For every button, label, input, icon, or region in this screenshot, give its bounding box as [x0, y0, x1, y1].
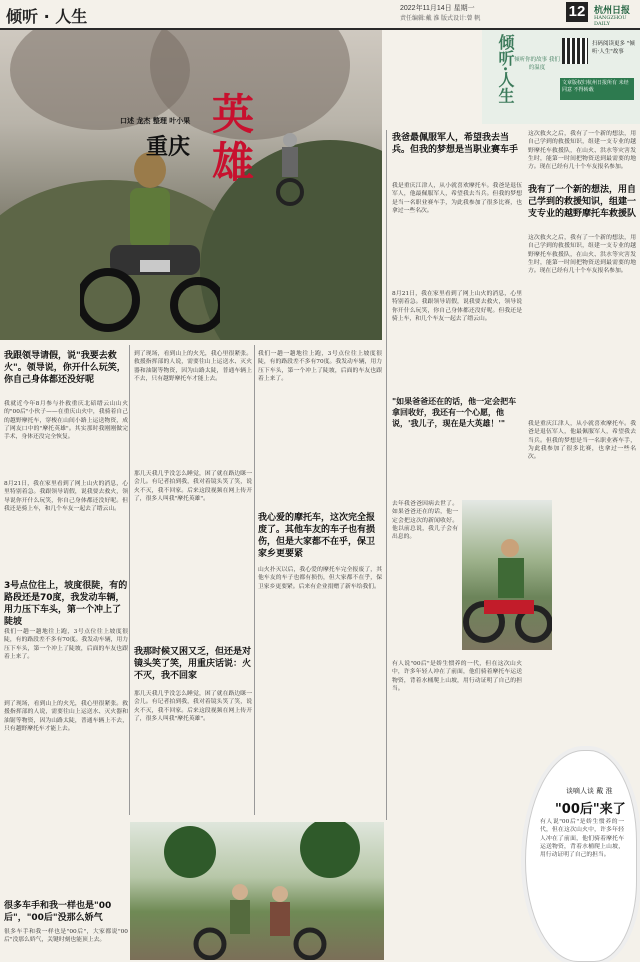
qr-code-icon[interactable]: [562, 38, 588, 64]
hero-photo: [0, 30, 382, 340]
editor-credits: 责任编辑:戴 淮 版式设计:曾 帆: [400, 16, 481, 22]
column-divider: [254, 345, 255, 815]
body-paragraph: 山火扑灭以后，我心爱的摩托车完全报废了，其他车友的车子也都有损伤，但大家都不在乎，保卫家乡更要紧。后来有企业捐赠了新车给我们。: [258, 567, 382, 590]
body-paragraph: 去年我爸爸因病去世了。如果爸爸还在的话，他一定会把这次的新闻收好。他以前总说，我儿子会有出息的。: [392, 501, 458, 541]
column-title: "00后"来了: [555, 802, 626, 817]
headline-00-generation: 很多车手和我一样也是"00后"，"00后"没那么娇气: [4, 901, 112, 923]
column-author: 谈嘀人谈 戴 淮: [566, 787, 613, 795]
group-photo-riders: [130, 822, 384, 960]
page-number: 12: [566, 2, 588, 22]
headline-smile-camera: 我那时候又困又乏，但还是对镜头笑了笑，用重庆话说：火不灭，我不回家: [134, 647, 252, 681]
body-paragraph: 有人说"00后"是娇生惯养的一代，但在这次山火中，许多年轻人冲在了前面，他们骑着摩托车运送物资，背着水桶爬上山坡，用行动证明了自己的担当。: [392, 661, 522, 692]
headline-soldier-dream: 我爸最佩服军人，希望我去当兵。但我的梦想是当职业赛车手: [392, 133, 519, 155]
pull-quote: "如果爸爸还在的话，他一定会把车拿回收好，我还有一个心愿，他说，'我儿子，现在是大英雄！'": [392, 397, 517, 428]
column-divider: [386, 130, 387, 820]
column-divider: [129, 345, 130, 815]
photo-byline: 口述 龙杰 整理 叶小果: [120, 117, 191, 125]
column-slogan: 倾听你的故事 我们的温度: [514, 57, 560, 71]
body-paragraph: 我们一趟一趟地往上跑，3号点位往上坡度很陡，有的路段差不多有70度。我发动车辆，用力压下车头，第一个冲上了陡坡，后面的车友也跟着上来了。: [258, 351, 382, 382]
qr-caption: 扫码阅读更多 "倾听·人生"故事: [592, 41, 635, 55]
body-paragraph: 我是重庆江津人，从小就喜欢摩托车。我爸是退伍军人，他最佩服军人，希望我去当兵。但我的梦想是当一名职业赛车手，为此我参加了很多比赛，也拿过一些名次。: [392, 183, 522, 214]
distant-rider-figure: [270, 130, 310, 210]
body-paragraph: 我就近今年8月参与扑救重庆北碚缙云山山火的"00后"小伙子——在重庆山火中，我骑着自己的越野摩托车，穿梭在山间小路上运送物资，成了网友口中的"摩托英雄"。其实那时我刚刚做完手术，身体还没完全恢复。: [4, 401, 128, 441]
column-body: 有人说"00后"是娇生惯养的一代，但在这次山火中，许多年轻人冲在了前面，他们骑着摩托车运送物资，背着水桶爬上山坡，用行动证明了自己的担当。: [540, 819, 624, 859]
body-paragraph: 这次救火之后，我有了一个新的想法，用自己学到的救援知识，组建一支专业的越野摩托车救援队，在山火、洪水等灾害发生时，能第一时间把物资送到最需要的地方。现在已经有几十个车友报名参加。: [528, 235, 636, 275]
body-paragraph: 我是重庆江津人，从小就喜欢摩托车。我爸是退伍军人，他最佩服军人，希望我去当兵。但我的梦想是当一名职业赛车手，为此我参加了很多比赛，也拿过一些名次。: [528, 421, 636, 461]
body-paragraph: 我们一趟一趟地往上跑，3号点位往上坡度很陡，有的路段差不多有70度。我发动车辆，用力压下车头，第一个冲上了陡坡，后面的车友也跟着上来了。: [4, 629, 128, 660]
body-paragraph: 这次救火之后，我有了一个新的想法，用自己学到的救援知识，组建一支专业的越野摩托车救援队，在山火、洪水等灾害发生时，能第一时间把物资送到最需要的地方。现在已经有几十个车友报名参加。: [528, 131, 636, 171]
body-paragraph: 到了现场，看到山上的火光，我心里很紧张。救援指挥部的人说，需要往山上运送水、灭火器和油锯等物资，因为山路太陡，普通车辆上不去，只有越野摩托车才能上去。: [134, 351, 252, 382]
masthead-logo: 杭州日报: [594, 6, 631, 16]
column-logo: 倾听·人生: [496, 34, 515, 104]
body-paragraph: 很多车手和我一样也是"00后"，大家都说"00后"没那么娇气，关键时刻也能顶上去。: [4, 929, 128, 944]
body-paragraph: 8月21日，我在家里看到了网上山火的消息，心里特别着急。我跟领导请假，说我要去救火，领导说你开什么玩笑，你自己身体都还没好呢。但我还是骑上车，和几个车友一起去了缙云山。: [392, 291, 522, 322]
body-paragraph: 那几天我几乎没怎么睡觉，困了就在路边眯一会儿。有记者拍到我，我对着镜头笑了笑，说火不灭，我不回家。后来这段视频在网上传开了，很多人叫我"摩托英雄"。: [134, 691, 252, 722]
photo-hero-title: 英雄: [206, 92, 255, 188]
page-header: [0, 0, 640, 30]
body-paragraph: 8月21日，我在家里看到了网上山火的消息，心里特别着急。我跟领导请假，说我要去救火，领导说你开什么玩笑，你自己身体都还没好呢。但我还是骑上车，和几个车友一起去了缙云山。: [4, 481, 128, 512]
section-title: 倾听 · 人生: [6, 7, 88, 26]
headline-steep-slope: 3号点位往上，坡度很陡，有的路段还是70度，我发动车辆，用力压下车头，第一个冲上了陡坡: [4, 581, 128, 627]
headline-motorcycle-scrapped: 我心爱的摩托车，这次完全报废了。其他车友的车子也有损伤，但是大家都不在乎，保卫家乡更要紧: [258, 513, 376, 559]
body-paragraph: 那几天我几乎没怎么睡觉，困了就在路边眯一会儿。有记者拍到我，我对着镜头笑了笑，说火不灭，我不回家。后来这段视频在网上传开了，很多人叫我"摩托英雄"。: [134, 471, 252, 502]
headline-rescue-team: 我有了一个新的想法，用自己学到的救援知识，组建一支专业的越野摩托车救援队: [528, 185, 637, 219]
headline-request-leave: 我跟领导请假，说"我要去救火"。领导说，你开什么玩笑，你自己身体都还没好呢: [4, 351, 126, 385]
body-paragraph: 到了现场，看到山上的火光，我心里很紧张。救援指挥部的人说，需要往山上运送水、灭火器和油锯等物资，因为山路太陡，普通车辆上不去，只有越野摩托车才能上去。: [4, 701, 128, 732]
masthead-subtitle: HANGZHOU DAILY: [594, 15, 627, 27]
riders-group-figure: [130, 822, 384, 960]
photo-place-title: 重庆: [146, 135, 191, 160]
motorcycle-rider-figure: [80, 150, 220, 340]
copyright-notice: 文章版权归杭州日报所有 未经同意 不得转载: [560, 78, 634, 100]
issue-date: 2022年11月14日 星期一: [400, 5, 475, 12]
